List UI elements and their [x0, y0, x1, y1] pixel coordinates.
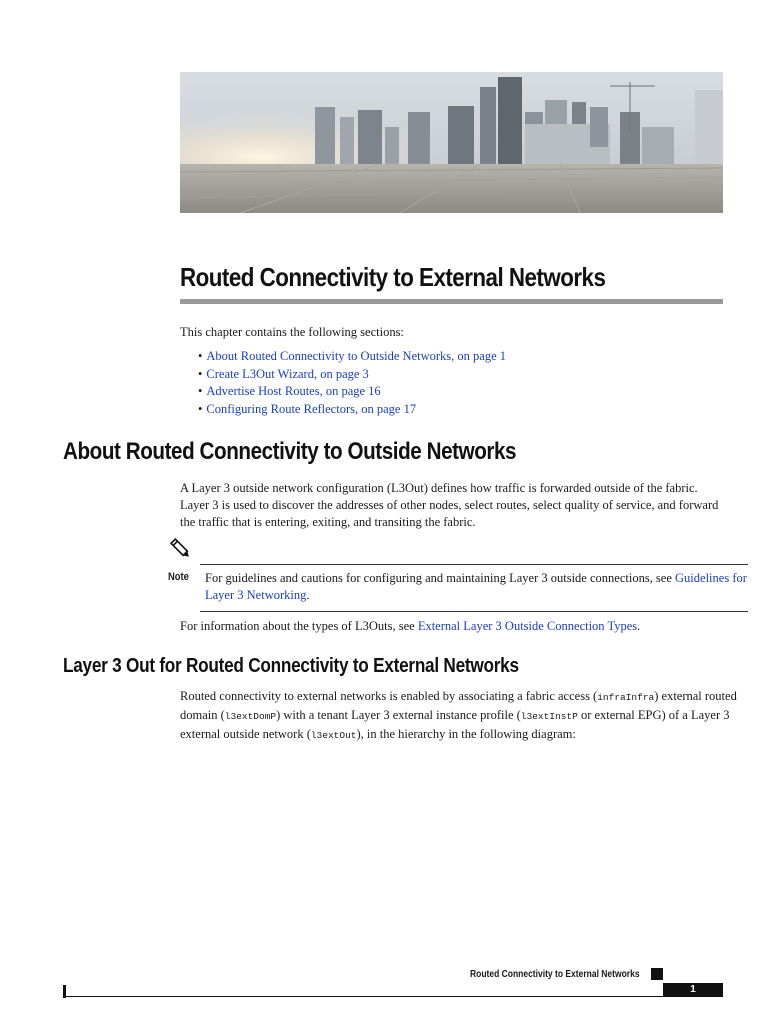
footer-marker: [651, 968, 663, 980]
section-heading-layer3-out: Layer 3 Out for Routed Connectivity to External Networks: [63, 655, 519, 677]
connection-types-link[interactable]: External Layer 3 Outside Connection Types: [417, 619, 638, 633]
bullet-icon: •: [198, 366, 203, 381]
pencil-icon: [168, 536, 194, 562]
page-number: 1: [663, 983, 723, 997]
note-divider-top: [200, 564, 748, 565]
footer-chapter-title: Routed Connectivity to External Networks: [470, 969, 640, 980]
bullet-icon: •: [198, 349, 203, 363]
section-list-item: [198, 348, 506, 366]
toc-link-create-l3out[interactable]: Create L3Out Wizard, on page 3: [206, 366, 369, 381]
note-text: For guidelines and cautions for configuring and maintaining Layer 3 outside connections, see Guidelines for Layer 3 Networking.: [205, 571, 747, 602]
footer-rule: [63, 996, 723, 997]
chapter-intro: This chapter contains the following sections:: [180, 325, 404, 339]
code-infrainfra: infraInfra: [597, 692, 655, 703]
section-list-item: [198, 366, 506, 384]
note-label: Note: [168, 571, 189, 583]
code-l3extdomp: l3extDomP: [224, 710, 277, 722]
chapter-banner-image: [180, 72, 723, 213]
section-list: [198, 348, 506, 419]
l3out-types-text: For information about the types of L3Outs, see External Layer 3 Outside Connection Types.: [180, 619, 641, 633]
city-skyline-image: [180, 72, 723, 213]
section-list-item: [198, 383, 506, 401]
layer3-out-description: Routed connectivity to external networks is enabled by associating a fabric access (infraInfra) external routed domain (l3extDomP) with a tenant Layer 3 external instance profile (l3extInstP or external EPG) of a Layer 3 external outside network (l3extOut), in the hierarchy in the following diagram:: [180, 689, 737, 741]
toc-link-route-reflectors[interactable]: Configuring Route Reflectors, on page 17: [206, 402, 417, 417]
toc-link-advertise-host[interactable]: Advertise Host Routes, on page 16: [206, 384, 381, 399]
title-rule: [180, 299, 723, 304]
guidelines-link[interactable]: Guidelines for Layer 3 Networking: [205, 571, 747, 602]
code-l3extout: l3extOut: [310, 729, 357, 741]
bullet-icon: •: [198, 384, 203, 399]
section-heading-about: About Routed Connectivity to Outside Networks: [63, 438, 517, 465]
note-divider-bottom: [200, 611, 748, 612]
bullet-icon: •: [198, 402, 203, 417]
toc-link-about-routed[interactable]: About Routed Connectivity to Outside Networks, on page 1: [206, 349, 507, 363]
code-l3extinstp: l3extInstP: [520, 710, 578, 722]
chapter-title: Routed Connectivity to External Networks: [180, 262, 606, 292]
section-list-item: [198, 401, 506, 419]
l3out-description: A Layer 3 outside network configuration (L3Out) defines how traffic is forwarded outside of the fabric. Layer 3 is used to discover the addresses of other nodes, select routes, select quality of service, and forward the traffic that is entering, exiting, and transiting the fabric.: [180, 481, 719, 529]
